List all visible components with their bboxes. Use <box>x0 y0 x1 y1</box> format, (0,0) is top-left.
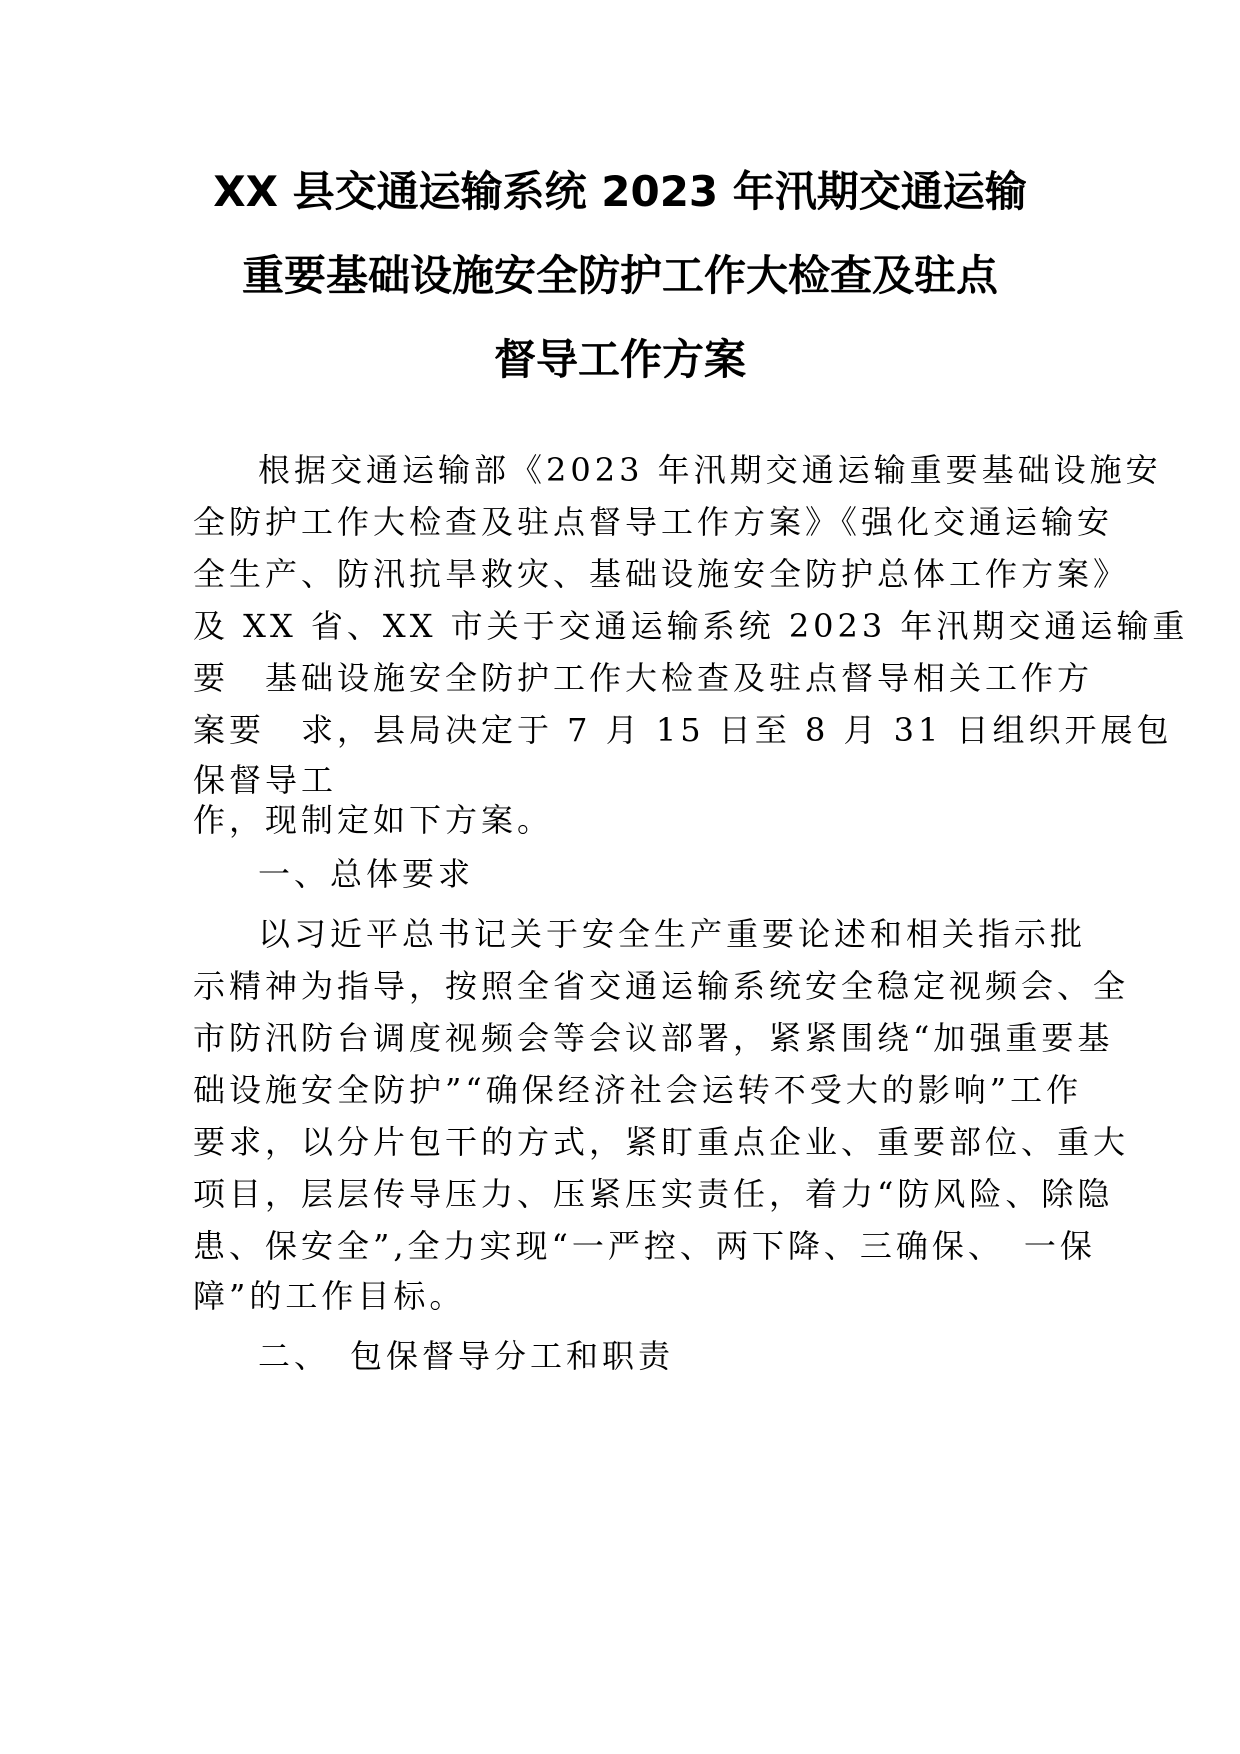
paragraph-line: 础设施安全防护”“确保经济社会运转不受大的影响”工作 <box>193 1071 1083 1109</box>
paragraph-line: 全生产、防汛抗旱救灾、基础设施安全防护总体工作方案》 <box>193 555 1130 593</box>
paragraph-line: 以习近平总书记关于安全生产重要论述和相关指示批 <box>258 915 1087 953</box>
title-line: 重要基础设施安全防护工作大检查及驻点 <box>241 251 998 300</box>
paragraph-line: 作，现制定如下方案。 <box>193 801 554 839</box>
paragraph-line: 示精神为指导，按照全省交通运输系统安全稳定视频会、全 <box>193 967 1130 1005</box>
paragraph-line: 根据交通运输部《2023 年汛期交通运输重要基础设施安 <box>258 451 1162 489</box>
paragraph-line: 市防汛防台调度视频会等会议部署，紧紧围绕“加强重要基 <box>193 1019 1114 1057</box>
paragraph-line: 全防护工作大检查及驻点督导工作方案》《强化交通运输安 <box>193 503 1114 541</box>
paragraph-line: 患、保安全”,全力实现“一严控、两下降、三确保、 一保 <box>193 1227 1096 1265</box>
title-line: 督导工作方案 <box>493 335 746 384</box>
paragraph-line: 项目，层层传导压力、压紧压实责任，着力“防风险、除隐 <box>193 1175 1114 1213</box>
paragraph-line: 要求，以分片包干的方式，紧盯重点企业、重要部位、重大 <box>193 1123 1130 1161</box>
section-heading: 一、总体要求 <box>258 855 475 893</box>
title-line: XX 县交通运输系统 2023 年汛期交通运输 <box>213 167 1027 216</box>
paragraph-line: 案要 求，县局决定于 7 月 15 日至 8 月 31 日组织开展包 <box>193 711 1173 749</box>
document-title <box>150 150 1090 402</box>
paragraph-line: 障”的工作目标。 <box>193 1277 466 1315</box>
paragraph-line: 保督导工 <box>193 761 338 799</box>
paragraph-line: 要 基础设施安全防护工作大检查及驻点督导相关工作方 <box>193 659 1094 697</box>
paragraph-line: 及 XX 省、XX 市关于交通运输系统 2023 年汛期交通运输重 <box>193 607 1189 645</box>
section-heading: 二、 包保督导分工和职责 <box>258 1337 675 1375</box>
